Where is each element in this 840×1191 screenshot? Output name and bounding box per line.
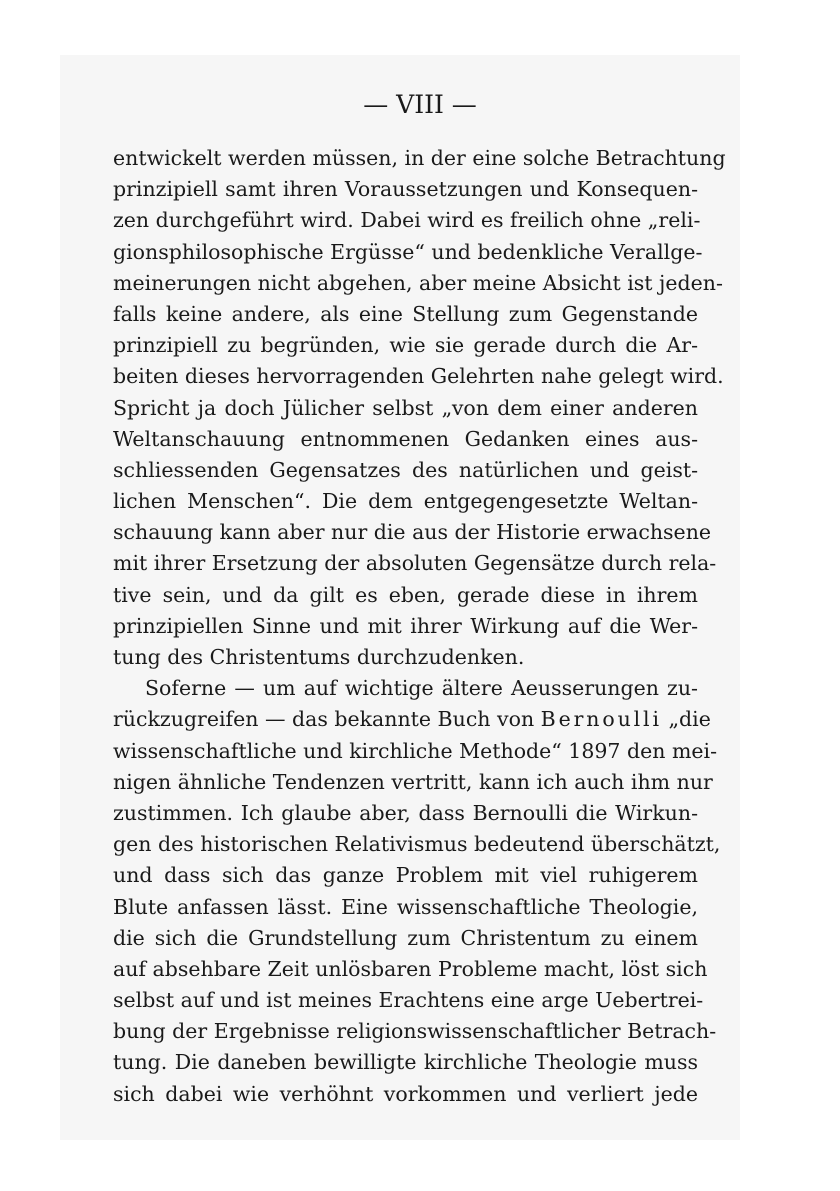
text-line: meinerungen nicht abgehen, aber meine Absicht ist jeden- (113, 270, 723, 295)
text-line: beiten dieses hervorragenden Gelehrten nahe gelegt wird. (113, 364, 724, 389)
text-line: Blute anfassen lässt. Eine wissenschaftliche Theologie, (113, 894, 698, 919)
text-line-with-spaced-name (113, 704, 711, 735)
text-line-paragraph-start: Soferne — um auf wichtige ältere Aeusserungen zu- (145, 676, 698, 701)
text-line: und dass sich das ganze Problem mit viel ruhigerem (113, 863, 698, 888)
text-line: zen durchgeführt wird. Dabei wird es freilich ohne „reli- (113, 208, 701, 233)
text-line: die sich die Grundstellung zum Christentum zu einem (113, 925, 698, 950)
spaced-name-bernoulli: Bernoulli (540, 707, 662, 732)
text-line: mit ihrer Ersetzung der absoluten Gegensätze durch rela- (113, 551, 717, 576)
text-segment: „die (661, 707, 711, 732)
text-line: bung der Ergebnisse religionswissenschaftlicher Betrach- (113, 1019, 717, 1044)
text-line: schauung kann aber nur die aus der Historie erwachsene (113, 520, 712, 545)
text-line: falls keine andere, als eine Stellung zum Gegenstande (113, 301, 698, 326)
text-line: entwickelt werden müssen, in der eine solche Betrachtung (113, 146, 726, 170)
text-line: Weltanschauung entnommenen Gedanken eines aus- (113, 426, 698, 451)
text-line: gionsphilosophische Ergüsse“ und bedenkliche Verallge- (113, 239, 703, 264)
text-line: lichen Menschen“. Die dem entgegengesetzte Weltan- (113, 489, 698, 514)
page-number-header: — VIII — (363, 90, 477, 119)
text-line: zustimmen. Ich glaube aber, dass Bernoulli die Wirkun- (113, 800, 698, 825)
text-line: selbst auf und ist meines Erachtens eine arge Uebertrei- (113, 988, 704, 1013)
text-line: nigen ähnliche Tendenzen vertritt, kann ich auch ihm nur (113, 769, 713, 794)
text-line: wissenschaftliche und kirchliche Methode“ 1897 den mei- (113, 738, 717, 763)
text-line: schliessenden Gegensatzes des natürlichen und geist- (113, 457, 698, 482)
text-segment: rückzugreifen — das bekannte Buch von (113, 707, 541, 732)
text-line: gen des historischen Relativismus bedeutend überschätzt, (113, 832, 721, 857)
body-text (113, 143, 726, 1110)
text-line: auf absehbare Zeit unlösbaren Probleme macht, löst sich (113, 956, 708, 981)
text-line: prinzipiellen Sinne und mit ihrer Wirkung auf die Wer- (113, 613, 698, 638)
text-line: prinzipiell zu begründen, wie sie gerade durch die Ar- (113, 333, 698, 358)
text-line: prinzipiell samt ihren Voraussetzungen und Konsequen- (113, 177, 698, 202)
text-line: Spricht ja doch Jülicher selbst „von dem einer anderen (113, 395, 698, 420)
text-line: sich dabei wie verhöhnt vorkommen und verliert jede (113, 1081, 698, 1106)
text-line-paragraph-end: tung des Christentums durchzudenken. (113, 645, 525, 669)
text-line: tung. Die daneben bewilligte kirchliche Theologie muss (113, 1050, 698, 1075)
text-line: tive sein, und da gilt es eben, gerade diese in ihrem (113, 582, 698, 607)
